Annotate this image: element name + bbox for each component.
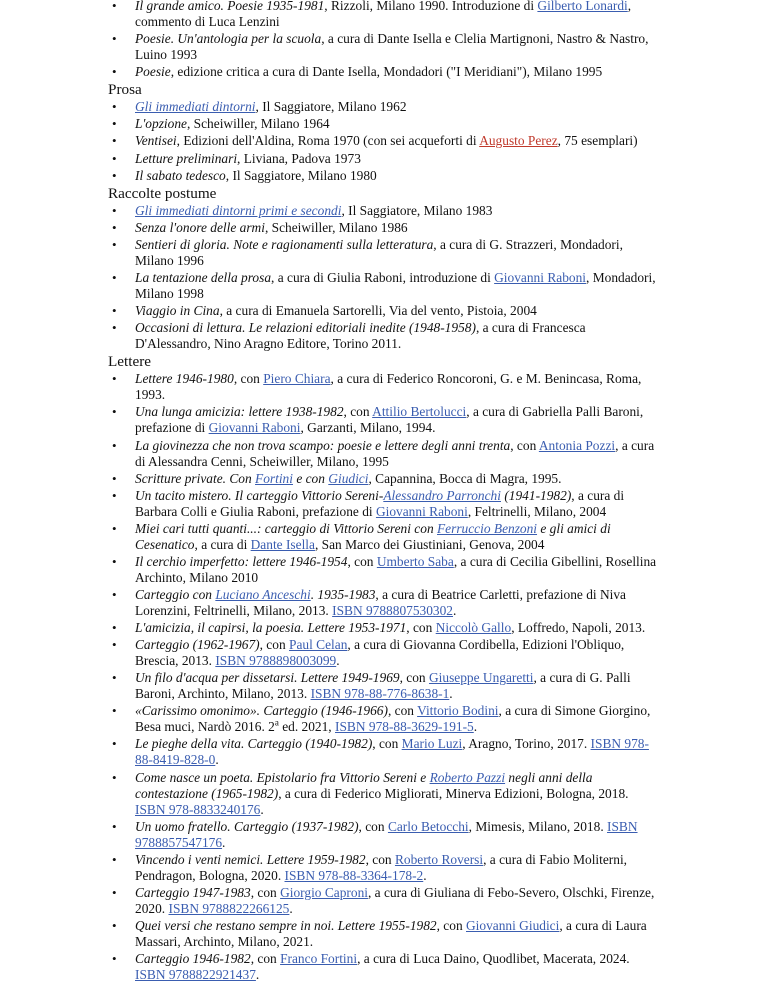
citation-text: , Mondadori, Milano 1998 [135, 270, 656, 302]
bibliography-list [0, 0, 768, 80]
citation-text: . [222, 834, 226, 850]
list-item [0, 270, 768, 302]
citation-text: , con [399, 670, 429, 686]
reference-link[interactable]: Umberto Saba [376, 553, 454, 569]
bullet-icon: • [112, 270, 117, 286]
reference-link[interactable]: Giorgio Caproni [280, 884, 368, 900]
citation-text: . [215, 752, 219, 768]
list-item [0, 151, 768, 167]
citation-text: , a cura di Fabio Moliterni, Pendragon, Bologna, 2020. [135, 851, 628, 883]
reference-link[interactable]: Franco Fortini [280, 951, 358, 966]
title-text: Poesie [135, 64, 171, 80]
bullet-icon: • [112, 703, 117, 719]
list-item [0, 852, 768, 884]
title-text: Carteggio (1962-1967) [135, 637, 260, 653]
reference-link[interactable]: Niccolò Gallo [435, 620, 512, 636]
bullet-icon: • [112, 150, 117, 166]
bullet-icon: • [112, 884, 117, 900]
citation-text: , a cura di Federico Roncoroni, G. e M. Benincasa, Roma, 1993. [135, 371, 642, 403]
reference-link[interactable]: Gli immediati dintorni [135, 99, 256, 115]
title-text: Occasioni di lettura. Le relazioni editoriali inedite (1948-1958) [135, 320, 476, 336]
title-text: Un uomo fratello. Carteggio (1937-1982) [135, 818, 359, 834]
citation-text: . [289, 900, 293, 916]
citation-text: , a cura di Giulia Raboni, introduzione di [271, 270, 495, 286]
list-item [0, 703, 768, 735]
citation-text: , a cura di Beatrice Carletti, prefazione di Niva Lorenzini, Feltrinelli, Milano, 2013. [135, 586, 626, 618]
reference-link[interactable]: Gli immediati dintorni primi e secondi [135, 202, 342, 218]
reference-link[interactable]: ISBN 978-88-3364-178-2 [284, 867, 424, 883]
list-item [0, 237, 768, 269]
list-item [0, 488, 768, 520]
bullet-icon: • [112, 31, 117, 47]
bullet-icon: • [112, 133, 117, 149]
bullet-icon: • [112, 303, 117, 319]
bullet-icon: • [112, 236, 117, 252]
title-text: Scritture private. Con [135, 470, 256, 486]
reference-link[interactable]: ISBN 9788822266125 [168, 900, 290, 916]
title-text: Ventisei [135, 133, 177, 149]
bullet-icon: • [112, 736, 117, 752]
bullet-icon: • [112, 116, 117, 132]
title-text: Carteggio con [135, 586, 216, 602]
bullet-icon: • [112, 620, 117, 636]
reference-link[interactable]: Alessandro Parronchi [383, 487, 501, 503]
bullet-icon: • [112, 167, 117, 183]
bullet-icon: • [112, 371, 117, 387]
citation-text: , con [250, 884, 281, 900]
citation-text: , a cura di Giuliana di Febo-Severo, Olschki, Firenze, 2020. [135, 884, 655, 916]
citation-text: , edizione critica a cura di Dante Isella, Mondadori ("I Meridiani"), Milano 1995 [170, 64, 603, 80]
list-item [0, 736, 768, 768]
list-item [0, 670, 768, 702]
title-text: Sentieri di gloria. Note e ragionamenti sulla letteratura [135, 236, 434, 252]
citation-text: , Scheiwiller, Milano 1964 [186, 116, 330, 132]
citation-text: , con [372, 736, 402, 752]
list-item [0, 133, 768, 149]
bullet-icon: • [112, 951, 117, 966]
citation-text: , con [365, 851, 395, 867]
reference-link[interactable]: Dante Isella [250, 536, 315, 552]
list-item [0, 587, 768, 619]
bullet-icon: • [112, 64, 117, 80]
list-item [0, 320, 768, 352]
citation-text: , Scheiwiller, Milano 1986 [264, 219, 408, 235]
list-item [0, 168, 768, 184]
title-text: e con [292, 470, 329, 486]
citation-text: , Mimesis, Milano, 2018. [468, 818, 608, 834]
title-text: Il grande amico. Poesie 1935-1981 [135, 0, 325, 13]
citation-text: , a cura di Alessandra Cenni, Scheiwiller, Milano, 1995 [135, 437, 655, 469]
title-text: Letture preliminari [135, 150, 238, 166]
list-item [0, 620, 768, 636]
citation-text: , con [343, 404, 373, 420]
citation-text: . [423, 867, 427, 883]
list-item [0, 99, 768, 115]
list-item [0, 303, 768, 319]
citation-text: , a cura di Simone Giorgino, Besa muci, Nardò 2016. 2 [135, 703, 651, 735]
bibliography-list [0, 99, 768, 183]
title-text: Carteggio 1946-1982 [135, 951, 251, 966]
citation-text: , Il Saggiatore, Milano 1983 [341, 202, 493, 218]
reference-link[interactable]: Giuseppe Ungaretti [428, 670, 534, 686]
reference-link[interactable]: ISBN 978-88-8419-828-0 [135, 736, 649, 768]
section-heading: Raccolte postume [108, 184, 217, 202]
reference-link[interactable]: Augusto Perez [479, 133, 558, 149]
citation-text: , Edizioni dell'Aldina, Roma 1970 (con sei acqueforti di [176, 133, 480, 149]
citation-text: , a cura di Cecilia Gibellini, Rosellina Archinto, Milano 2010 [135, 553, 657, 585]
bullet-icon: • [112, 917, 117, 933]
bullet-icon: • [112, 202, 117, 218]
bullet-icon: • [112, 320, 117, 336]
bullet-icon: • [112, 670, 117, 686]
list-item [0, 554, 768, 586]
reference-link[interactable]: ISBN 9788857547176 [135, 818, 638, 850]
reference-link[interactable]: Giudici [328, 470, 369, 486]
title-text: (1941-1982) [500, 487, 572, 503]
bullet-icon: • [112, 586, 117, 602]
bullet-icon: • [112, 520, 117, 536]
reference-link[interactable]: Giovanni Giudici [466, 917, 560, 933]
reference-link[interactable]: Giovanni Raboni [375, 503, 468, 519]
citation-text: , Loffredo, Napoli, 2013. [511, 620, 646, 636]
title-text: L'opzione [135, 116, 187, 132]
citation-text: , a cura di Giovanna Cordibella, Edizioni l'Obliquo, Brescia, 2013. [135, 637, 625, 669]
reference-link[interactable]: ISBN 978-88-3629-191-5 [335, 719, 474, 735]
citation-text: , 75 esemplari) [557, 133, 638, 149]
citation-text: . [449, 686, 453, 702]
bibliography-list [0, 371, 768, 983]
reference-link[interactable]: Gilberto Lonardi [537, 0, 628, 13]
reference-link[interactable]: Roberto Roversi [394, 851, 484, 867]
title-text: Una lunga amicizia: lettere 1938-1982 [135, 404, 344, 420]
title-text: Un tacito mistero. Il carteggio Vittorio Sereni- [135, 487, 384, 503]
reference-link[interactable]: Antonia Pozzi [538, 437, 616, 453]
citation-text: , con [406, 620, 436, 636]
citation-text: , con [510, 437, 539, 453]
list-item [0, 951, 768, 983]
title-text: Vincendo i venti nemici. Lettere 1959-1982 [135, 851, 366, 867]
citation-text: , con [387, 703, 418, 719]
citation-text: , Aragno, Torino, 2017. [462, 736, 591, 752]
bullet-icon: • [112, 637, 117, 653]
citation-text: , con [358, 818, 388, 834]
bullet-icon: • [112, 404, 117, 420]
citation-text: , con [436, 917, 466, 933]
citation-text: , San Marco dei Giustiniani, Genova, 2004 [314, 536, 545, 552]
title-text: Le pieghe della vita. Carteggio (1940-1982) [135, 736, 373, 752]
title-text: Come nasce un poeta. Epistolario fra Vittorio Sereni e [135, 769, 430, 785]
bullet-icon: • [112, 553, 117, 569]
title-text: La giovinezza che non trova scampo: poesie e lettere degli anni trenta [135, 437, 511, 453]
reference-link[interactable]: ISBN 9788807530302 [332, 602, 454, 618]
citation-text: , Il Saggiatore, Milano 1962 [255, 99, 407, 115]
list-item [0, 116, 768, 132]
bullet-icon: • [112, 769, 117, 785]
bullet-icon: • [112, 99, 117, 115]
bullet-icon: • [112, 470, 117, 486]
title-text: negli anni della contestazione (1965-1982) [135, 769, 593, 801]
citation-text: . [255, 967, 260, 982]
citation-text: , Garzanti, Milano, 1994. [300, 420, 436, 436]
list-item [0, 819, 768, 851]
title-text: Senza l'onore delle armi [135, 219, 265, 235]
citation-text: , a cura di Dante Isella e Clelia Martignoni, Nastro & Nastro, Luino 1993 [135, 31, 649, 63]
list-item [0, 770, 768, 818]
citation-text: , con [347, 553, 377, 569]
citation-text: , con [233, 371, 264, 387]
title-text: Poesie. Un'antologia per la scuola [135, 31, 322, 47]
reference-link[interactable]: Luciano Anceschi [215, 586, 311, 602]
bullet-icon: • [112, 219, 117, 235]
citation-text: , a cura di G. Strazzeri, Mondadori, Milano 1996 [135, 236, 623, 268]
list-item [0, 220, 768, 236]
bullet-icon: • [112, 487, 117, 503]
citation-text: , a cura di [194, 536, 251, 552]
title-text: Quei versi che restano sempre in noi. Lettere 1955-1982 [135, 917, 437, 933]
list-item [0, 0, 768, 30]
citation-text: . [453, 602, 457, 618]
list-item [0, 637, 768, 669]
citation-text: , a cura di Francesca D'Alessandro, Nino Aragno Editore, Torino 2011. [135, 320, 586, 352]
list-item [0, 31, 768, 63]
title-text: Lettere 1946-1980 [135, 371, 234, 387]
citation-text: , a cura di Laura Massari, Archinto, Milano, 2021. [135, 917, 647, 949]
reference-link[interactable]: ISBN 9788822921437 [135, 967, 256, 982]
citation-text: , Feltrinelli, Milano, 2004 [467, 503, 607, 519]
reference-link[interactable]: Vittorio Bodini [417, 703, 499, 719]
list-item [0, 471, 768, 487]
reference-link[interactable]: ISBN 978-8833240176 [135, 801, 261, 817]
reference-link[interactable]: Carlo Betocchi [387, 818, 469, 834]
title-text: Viaggio in Cina [135, 303, 220, 319]
citation-text: . [336, 653, 340, 669]
citation-text: , a cura di Federico Migliorati, Minerva Edizioni, Bologna, 2018. [278, 785, 629, 801]
title-text: Il cerchio imperfetto: lettere 1946-1954 [135, 553, 348, 569]
title-text: Un filo d'acqua per dissetarsi. Lettere 1949-1969 [135, 670, 400, 686]
reference-link[interactable]: ISBN 978-88-776-8638-1 [310, 686, 450, 702]
title-text: Carteggio 1947-1983 [135, 884, 251, 900]
citation-text: , con [259, 637, 289, 653]
list-item [0, 404, 768, 436]
reference-link[interactable]: Giovanni Raboni [494, 270, 587, 286]
list-item [0, 64, 768, 80]
citation-text: , Capannina, Bocca di Magra, 1995. [368, 470, 562, 486]
citation-text: , a cura di Gabriella Palli Baroni, prefazione di [135, 404, 644, 436]
section-heading: Prosa [108, 81, 142, 99]
reference-link[interactable]: Ferruccio Benzoni [437, 520, 538, 536]
bibliography-list [0, 203, 768, 352]
reference-link[interactable]: Piero Chiara [263, 371, 331, 387]
reference-link[interactable]: Roberto Pazzi [429, 769, 506, 785]
citation-text: , commento di Luca Lenzini [135, 0, 632, 29]
citation-text: , Il Saggiatore, Milano 1980 [225, 167, 377, 183]
section-heading: Lettere [108, 353, 151, 371]
citation-text: , con [250, 951, 281, 966]
citation-text: , a cura di Barbara Colli e Giulia Raboni, prefazione di [135, 487, 625, 519]
bullet-icon: • [112, 818, 117, 834]
citation-text: , Rizzoli, Milano 1990. Introduzione di [324, 0, 538, 13]
citation-text: ed. 2021, [278, 719, 336, 735]
reference-link[interactable]: ISBN 9788898003099 [215, 653, 337, 669]
bullet-icon: • [112, 0, 117, 13]
title-text: e gli amici di Cesenatico [135, 520, 611, 552]
list-item [0, 885, 768, 917]
reference-link[interactable]: Paul Celan [289, 637, 348, 653]
bullet-icon: • [112, 437, 117, 453]
list-item [0, 371, 768, 403]
reference-link[interactable]: Attilio Bertolucci [372, 404, 467, 420]
citation-text: . [473, 719, 478, 735]
list-item [0, 438, 768, 470]
superscript-text: a [274, 717, 279, 728]
reference-link[interactable]: Giovanni Raboni [208, 420, 301, 436]
citation-text: , a cura di Luca Daino, Quodlibet, Macerata, 2024. [357, 951, 630, 966]
list-item [0, 521, 768, 553]
title-text: Miei cari tutti quanti...: carteggio di Vittorio Sereni con [135, 520, 437, 536]
reference-link[interactable]: Fortini [255, 470, 293, 486]
reference-link[interactable]: Mario Luzi [401, 736, 463, 752]
title-text: «Carissimo omonimo». Carteggio (1946-1966) [135, 703, 388, 719]
citation-text: , a cura di Emanuela Sartorelli, Via del vento, Pistoia, 2004 [219, 303, 537, 319]
title-text: L'amicizia, il capirsi, la poesia. Lettere 1953-1971 [135, 620, 407, 636]
citation-text: , a cura di G. Palli Baroni, Archinto, Milano, 2013. [135, 670, 631, 702]
title-text: Il sabato tedesco [135, 167, 226, 183]
list-item [0, 203, 768, 219]
bullet-icon: • [112, 851, 117, 867]
title-text: La tentazione della prosa [135, 270, 272, 286]
citation-text: , Liviana, Padova 1973 [237, 150, 361, 166]
citation-text: . [260, 801, 264, 817]
list-item [0, 918, 768, 950]
title-text: . 1935-1983 [310, 586, 376, 602]
